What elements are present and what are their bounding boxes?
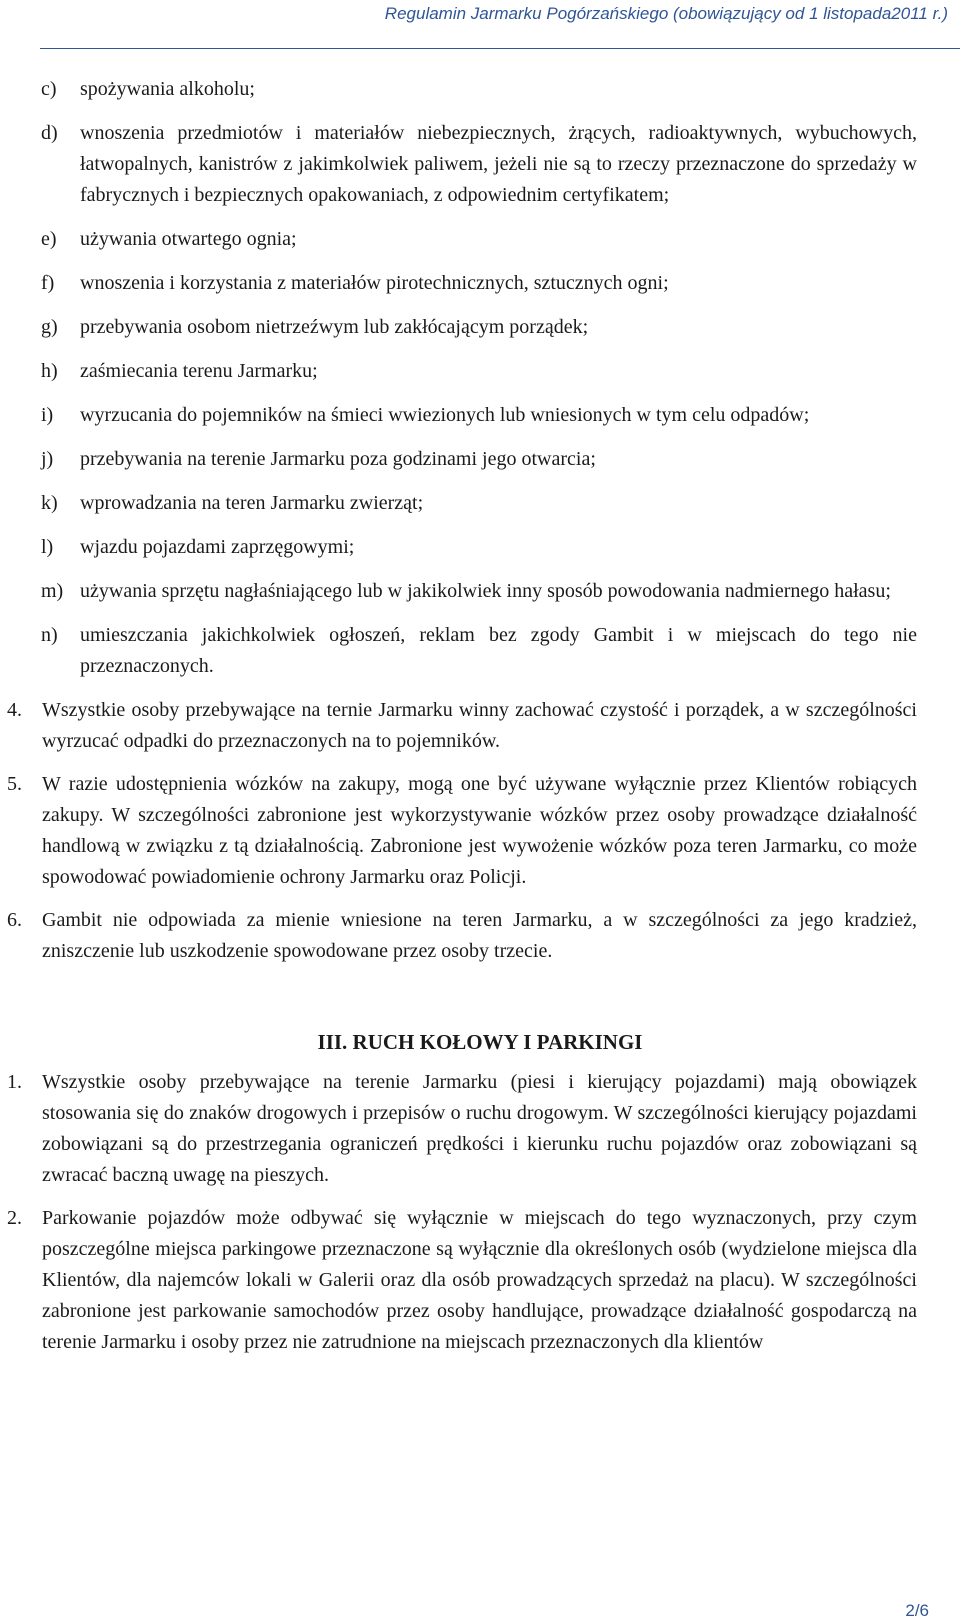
list-item-text: wnoszenia i korzystania z materiałów pirotechnicznych, sztucznych ogni; — [80, 272, 669, 294]
list-item-text: przebywania osobom nietrzeźwym lub zakłócającym porządek; — [80, 316, 589, 338]
page-number: 2/6 — [905, 1601, 929, 1620]
numbered-item-5 — [0, 769, 960, 893]
sub-item-list — [0, 74, 960, 682]
list-item-text: wyrzucania do pojemników na śmieci wwiezionych lub wniesionych w tym celu odpadów; — [80, 404, 810, 426]
list-item-label: g) — [41, 316, 58, 338]
list-item-text: spożywania alkoholu; — [80, 78, 255, 100]
list-item-text: wnoszenia przedmiotów i materiałów niebezpiecznych, żrących, radioaktywnych, wybuchowych, łatwopalnych, kanistrów z jakimkolwiek paliwem, jeżeli nie są to rzeczy przeznaczone do sprzedaży w fabrycznych i bezpiecznych opakowaniach, z odpowiednim certyfikatem; — [80, 122, 917, 206]
page-header — [0, 0, 960, 56]
numbered-item-6 — [0, 905, 960, 967]
list-item-f — [0, 268, 960, 299]
list-item-g — [0, 312, 960, 343]
list-item-label: f) — [41, 272, 55, 294]
list-item-label: d) — [41, 122, 58, 144]
list-item-text: używania otwartego ognia; — [80, 228, 297, 250]
list-item-label: m) — [41, 580, 64, 602]
list-item-d — [0, 118, 960, 211]
list-item-e — [0, 224, 960, 255]
list-item-label: h) — [41, 360, 58, 382]
list-item-text: zaśmiecania terenu Jarmarku; — [80, 360, 318, 382]
numbered-item-text: Wszystkie osoby przebywające na ternie Jarmarku winny zachować czystość i porządek, a w szczególności wyrzucać odpadki do przeznaczonych na to pojemników. — [42, 699, 917, 752]
list-item-text: wjazdu pojazdami zaprzęgowymi; — [80, 536, 355, 558]
numbered-item-4 — [0, 695, 960, 757]
section-item-2 — [0, 1203, 960, 1358]
numbered-item-label: 5. — [7, 773, 22, 795]
numbered-item-text: W razie udostępnienia wózków na zakupy, mogą one być używane wyłącznie przez Klientów robiących zakupy. W szczególności zabronione jest wykorzystywanie wózków przez osoby prowadzące działalność handlową w związku z tą działalnością. Zabronione jest wywożenie wózków poza teren Jarmarku, co może spowodować powiadomienie ochrony Jarmarku oraz Policji. — [42, 773, 917, 888]
list-item-m — [0, 576, 960, 607]
section-item-list — [0, 1067, 960, 1358]
document-content — [0, 74, 960, 1370]
section-heading: III. RUCH KOŁOWY I PARKINGI — [317, 1030, 643, 1054]
section-item-1 — [0, 1067, 960, 1191]
list-item-n — [0, 620, 960, 682]
section-item-text: Parkowanie pojazdów może odbywać się wyłącznie w miejscach do tego wyznaczonych, przy czym poszczególne miejsca parkingowe przeznaczone są wyłącznie dla określonych osób (wydzielone miejsca dla Klientów, dla najemców lokali w Galerii oraz dla osób prowadzących sprzedaż na placu). W szczególności zabronione jest parkowanie samochodów przez osoby handlujące, prowadzące działalność gospodarczą na terenie Jarmarku i osoby przez nie zatrudnione na miejscach przeznaczonych dla klientów — [42, 1207, 917, 1353]
list-item-label: c) — [41, 78, 57, 100]
list-item-text: przebywania na terenie Jarmarku poza godzinami jego otwarcia; — [80, 448, 596, 470]
numbered-item-list — [0, 695, 960, 967]
list-item-k — [0, 488, 960, 519]
list-item-text: używania sprzętu nagłaśniającego lub w jakikolwiek inny sposób powodowania nadmiernego hałasu; — [80, 580, 891, 602]
list-item-label: k) — [41, 492, 58, 514]
list-item-label: l) — [41, 536, 54, 558]
header-rule — [40, 48, 960, 49]
list-item-c — [0, 74, 960, 105]
numbered-item-text: Gambit nie odpowiada za mienie wniesione na teren Jarmarku, a w szczególności za jego kradzież, zniszczenie lub uszkodzenie spowodowane przez osoby trzecie. — [42, 909, 917, 962]
list-item-label: e) — [41, 228, 57, 250]
numbered-item-label: 4. — [7, 699, 22, 721]
list-item-text: wprowadzania na teren Jarmarku zwierząt; — [80, 492, 424, 514]
list-item-label: i) — [41, 404, 54, 426]
section-item-label: 2. — [7, 1207, 22, 1229]
list-item-l — [0, 532, 960, 563]
list-item-label: n) — [41, 624, 58, 646]
list-item-h — [0, 356, 960, 387]
header-title: Regulamin Jarmarku Pogórzańskiego (obowiązujący od 1 listopada2011 r.) — [384, 4, 948, 23]
list-item-j — [0, 444, 960, 475]
list-item-i — [0, 400, 960, 431]
list-item-text: umieszczania jakichkolwiek ogłoszeń, reklam bez zgody Gambit i w miejscach do tego nie przeznaczonych. — [80, 624, 917, 677]
list-item-label: j) — [41, 448, 54, 470]
section-item-label: 1. — [7, 1071, 22, 1093]
section-item-text: Wszystkie osoby przebywające na terenie Jarmarku (piesi i kierujący pojazdami) mają obowiązek stosowania się do znaków drogowych i przepisów o ruchu drogowym. W szczególności kierujący pojazdami zobowiązani są do przestrzegania ograniczeń prędkości i kierunku ruchu pojazdów oraz zobowiązani są zwracać baczną uwagę na pieszych. — [42, 1071, 917, 1186]
numbered-item-label: 6. — [7, 909, 22, 931]
